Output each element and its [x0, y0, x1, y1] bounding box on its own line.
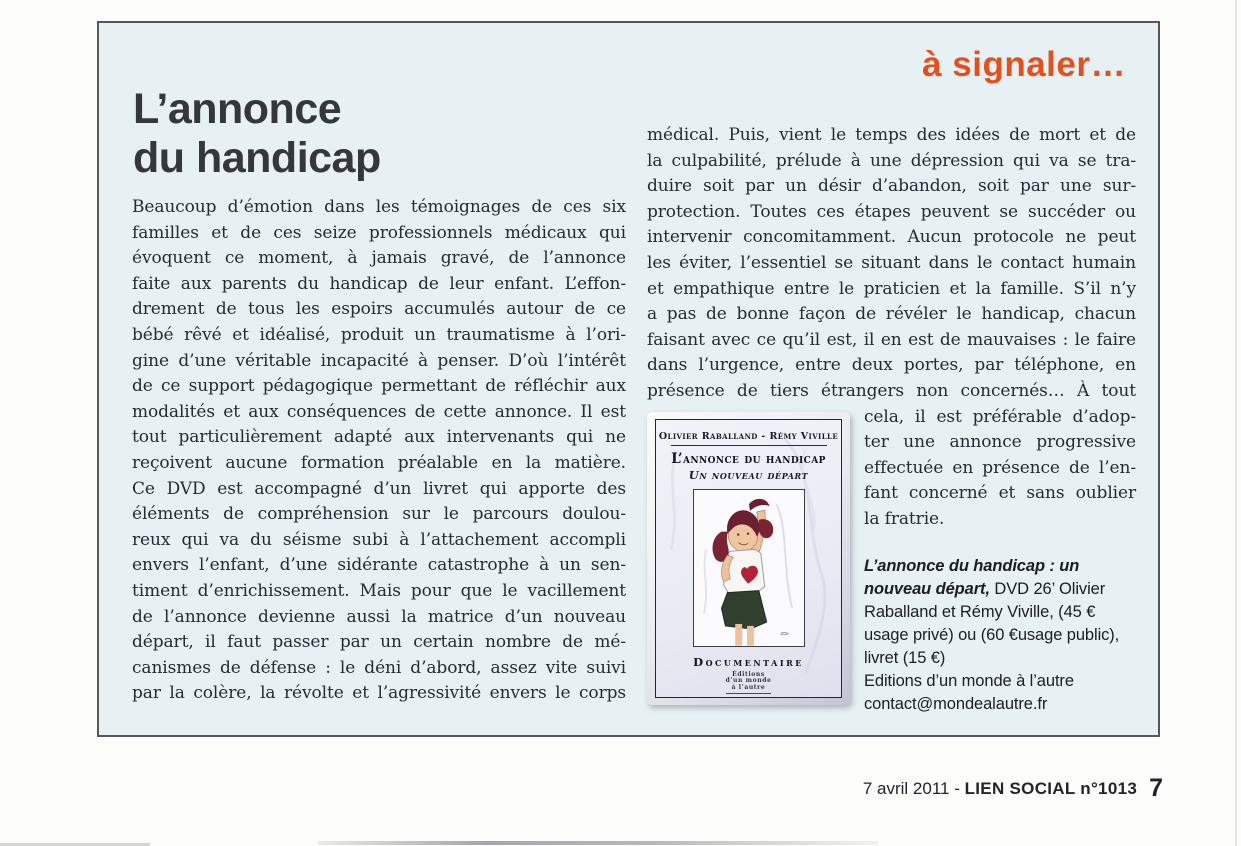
dvd-box: [647, 412, 850, 705]
caption-contact-email: contact@mondealautre.fr: [864, 694, 1048, 713]
footer-magazine-name: LIEN SOCIAL n°1013: [964, 779, 1138, 798]
article-left-column: Beaucoup d’émotion dans les témoignages de ces six familles et de ces seize professionnels médicaux qui évoquent ce moment, à jamais gravé, de l’annonce faite aux parents du handicap de leur enfant. L’effon- drement de tous les espoirs accumulés autour de ce bébé rêvé et idéalisé, produit un traumatisme à l’ori- gine d’une véritable incapacité à penser. D’où l’intérêt de ce support pédagogique permettant de réfléchir aux modalités et aux conséquences de cette annonce. Il est tout particulièrement adapté aux intervenants qui ne reçoivent aucune formation préalable en la matière. Ce DVD est accompagné d’un livret qui apporte des éléments de compréhension sur le parcours doulou- reux qui va du séisme subi à l’attachement accompli envers l’enfant, d’une sidérante catastrophe à un sen- timent d’enrichissement. Mais pour que le vacillement de l’annonce devienne aussi la matrice d’un nouveau départ, il faut passer par un certain nombre de mé- canismes de défense : le déni d’abord, assez vite suivi par la colère, la révolte et l’agressivité envers le corps: [132, 197, 626, 704]
dvd-authors: Olivier Raballand - Rémy Viville: [658, 430, 839, 442]
right-column-text-wrap: cela, il est préférable d’adop- ter une annonce progressive effectuée en présence de l’en- fant concerné et sans oublier la fratrie.: [864, 406, 1136, 529]
dvd-publisher-line: à l’autre: [731, 683, 766, 691]
scan-artifact-right-edge: [1235, 0, 1237, 846]
dvd-cover-front: [655, 419, 842, 698]
page-footer: [863, 774, 1163, 803]
scan-artifact-bottom: [318, 841, 878, 845]
dvd-publisher-logo: [726, 672, 772, 695]
magazine-page-panel: [97, 21, 1160, 737]
dvd-publisher-line: Éditions: [732, 670, 765, 678]
caption-publisher: Editions d’un monde à l’autre: [864, 671, 1074, 690]
dvd-publisher-line: d’un monde: [725, 677, 772, 685]
girl-illustration: [693, 489, 805, 647]
caption-details: DVD 26’ Olivier Raballand et Rémy Viville, (45 € usage privé) ou (60 €usage public), livret (15 €): [864, 579, 1120, 667]
section-label: à signaler…: [922, 45, 1126, 84]
dvd-title: L’annonce du handicap: [671, 450, 826, 467]
dvd-genre-label: Documentaire: [693, 654, 804, 669]
footer-date: 7 avril 2011 -: [862, 779, 965, 798]
footer-page-number: 7: [1149, 774, 1163, 802]
dvd-cover-photo: [647, 412, 850, 705]
dvd-subtitle: Un nouveau départ: [688, 467, 809, 482]
caption-title: L’annonce du handicap : un nouveau départ,: [864, 556, 1080, 598]
article-right-column: [647, 123, 1136, 716]
right-column-text-top: médical. Puis, vient le temps des idées de mort et de la culpabilité, prélude à une dépression qui va se tra- duire soit par un désir d’abandon, soit par une sur- protection. Toutes ces étapes peuvent se succéder ou intervenir concomitamment. Aucun protocole ne peut les éviter, l’essentiel se situant dans le contact humain et empathique entre le praticien et la famille. S’il n’y a pas de bonne façon de révéler le handicap, chacun faisant avec ce qu’il est, il en est de mauvaises : le faire dans l’urgence, entre deux portes, par téléphone, en présence de tiers étrangers non concernés… À tout: [647, 125, 1136, 401]
article-title: L’annonce du handicap: [133, 85, 381, 182]
dvd-divider-rule: [671, 445, 827, 446]
